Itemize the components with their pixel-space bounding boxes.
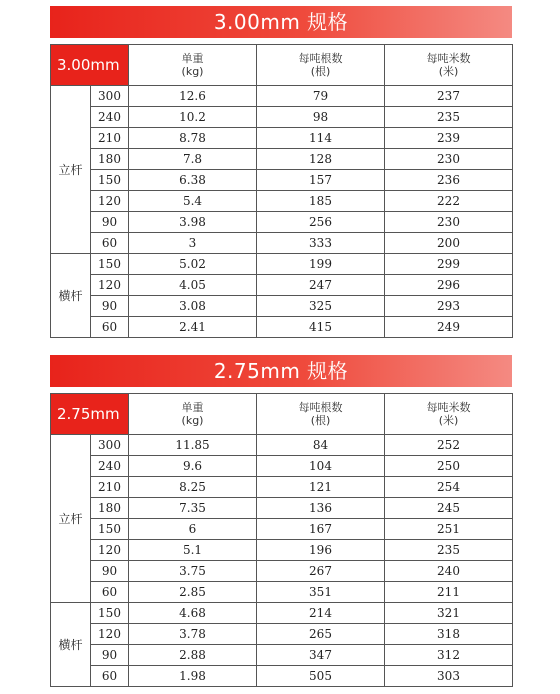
weight-cell: 4.68	[129, 603, 257, 624]
length-cell: 90	[91, 212, 129, 233]
pieces-cell: 136	[257, 498, 385, 519]
table-row	[51, 275, 513, 296]
table-row	[51, 254, 513, 275]
section-banner: 2.75mm 规格	[50, 355, 512, 387]
meters-per-ton-header: 每吨米数 (米)	[385, 394, 513, 435]
meters-cell: 239	[385, 128, 513, 149]
meters-cell: 312	[385, 645, 513, 666]
weight-cell: 12.6	[129, 86, 257, 107]
weight-cell: 5.4	[129, 191, 257, 212]
meters-cell: 321	[385, 603, 513, 624]
length-cell: 180	[91, 149, 129, 170]
pieces-cell: 199	[257, 254, 385, 275]
pieces-cell: 415	[257, 317, 385, 338]
table-row	[51, 317, 513, 338]
meters-cell: 296	[385, 275, 513, 296]
meters-cell: 222	[385, 191, 513, 212]
table-row	[51, 477, 513, 498]
meters-cell: 237	[385, 86, 513, 107]
weight-header: 单重 (kg)	[129, 394, 257, 435]
weight-cell: 5.1	[129, 540, 257, 561]
table-row	[51, 540, 513, 561]
weight-cell: 8.78	[129, 128, 257, 149]
weight-cell: 2.41	[129, 317, 257, 338]
meters-cell: 211	[385, 582, 513, 603]
table-row	[51, 666, 513, 687]
weight-cell: 10.2	[129, 107, 257, 128]
weight-cell: 6.38	[129, 170, 257, 191]
table-row	[51, 582, 513, 603]
meters-cell: 240	[385, 561, 513, 582]
length-cell: 60	[91, 317, 129, 338]
table-row	[51, 212, 513, 233]
length-cell: 240	[91, 456, 129, 477]
table-row	[51, 603, 513, 624]
weight-cell: 4.05	[129, 275, 257, 296]
length-cell: 90	[91, 296, 129, 317]
weight-cell: 1.98	[129, 666, 257, 687]
table-row	[51, 519, 513, 540]
meters-cell: 250	[385, 456, 513, 477]
meters-cell: 230	[385, 149, 513, 170]
table-row	[51, 435, 513, 456]
group-label: 立杆	[51, 435, 91, 603]
meters-cell: 249	[385, 317, 513, 338]
pieces-cell: 505	[257, 666, 385, 687]
pieces-cell: 265	[257, 624, 385, 645]
meters-cell: 200	[385, 233, 513, 254]
table-row	[51, 561, 513, 582]
table-row	[51, 233, 513, 254]
meters-cell: 236	[385, 170, 513, 191]
meters-cell: 303	[385, 666, 513, 687]
table-row	[51, 645, 513, 666]
pieces-cell: 157	[257, 170, 385, 191]
weight-cell: 5.02	[129, 254, 257, 275]
length-cell: 180	[91, 498, 129, 519]
length-cell: 120	[91, 191, 129, 212]
meters-cell: 252	[385, 435, 513, 456]
pieces-cell: 256	[257, 212, 385, 233]
table-row	[51, 128, 513, 149]
weight-cell: 2.88	[129, 645, 257, 666]
table-row	[51, 624, 513, 645]
length-cell: 150	[91, 170, 129, 191]
length-cell: 90	[91, 561, 129, 582]
pieces-cell: 333	[257, 233, 385, 254]
weight-cell: 3.98	[129, 212, 257, 233]
meters-per-ton-header: 每吨米数 (米)	[385, 45, 513, 86]
length-cell: 240	[91, 107, 129, 128]
weight-cell: 8.25	[129, 477, 257, 498]
pieces-cell: 185	[257, 191, 385, 212]
pieces-cell: 104	[257, 456, 385, 477]
weight-cell: 9.6	[129, 456, 257, 477]
length-cell: 60	[91, 233, 129, 254]
pieces-cell: 214	[257, 603, 385, 624]
pieces-cell: 121	[257, 477, 385, 498]
pieces-cell: 347	[257, 645, 385, 666]
table-row	[51, 149, 513, 170]
table-row	[51, 498, 513, 519]
weight-cell: 7.35	[129, 498, 257, 519]
table-row	[51, 170, 513, 191]
table-row	[51, 107, 513, 128]
group-label: 立杆	[51, 86, 91, 254]
pieces-cell: 167	[257, 519, 385, 540]
section-banner: 3.00mm 规格	[50, 6, 512, 38]
pieces-cell: 351	[257, 582, 385, 603]
pieces-cell: 247	[257, 275, 385, 296]
weight-cell: 3.75	[129, 561, 257, 582]
length-cell: 120	[91, 275, 129, 296]
pieces-per-ton-header: 每吨根数 (根)	[257, 394, 385, 435]
meters-cell: 245	[385, 498, 513, 519]
spec-section-275	[50, 355, 512, 687]
spec-label: 3.00mm	[51, 45, 129, 86]
weight-cell: 11.85	[129, 435, 257, 456]
length-cell: 150	[91, 254, 129, 275]
weight-cell: 7.8	[129, 149, 257, 170]
table-row	[51, 296, 513, 317]
spec-table	[50, 393, 513, 687]
length-cell: 60	[91, 582, 129, 603]
spec-section-300	[50, 6, 512, 338]
pieces-per-ton-header: 每吨根数 (根)	[257, 45, 385, 86]
meters-cell: 318	[385, 624, 513, 645]
group-label: 横杆	[51, 603, 91, 687]
pieces-cell: 325	[257, 296, 385, 317]
table-row	[51, 456, 513, 477]
weight-cell: 6	[129, 519, 257, 540]
meters-cell: 293	[385, 296, 513, 317]
meters-cell: 235	[385, 107, 513, 128]
meters-cell: 254	[385, 477, 513, 498]
length-cell: 300	[91, 86, 129, 107]
pieces-cell: 196	[257, 540, 385, 561]
pieces-cell: 267	[257, 561, 385, 582]
length-cell: 60	[91, 666, 129, 687]
weight-cell: 2.85	[129, 582, 257, 603]
pieces-cell: 128	[257, 149, 385, 170]
weight-cell: 3.08	[129, 296, 257, 317]
table-row	[51, 191, 513, 212]
length-cell: 150	[91, 603, 129, 624]
spec-label: 2.75mm	[51, 394, 129, 435]
meters-cell: 299	[385, 254, 513, 275]
meters-cell: 230	[385, 212, 513, 233]
group-label: 横杆	[51, 254, 91, 338]
spec-table	[50, 44, 513, 338]
length-cell: 150	[91, 519, 129, 540]
length-cell: 210	[91, 128, 129, 149]
meters-cell: 235	[385, 540, 513, 561]
length-cell: 90	[91, 645, 129, 666]
meters-cell: 251	[385, 519, 513, 540]
length-cell: 120	[91, 540, 129, 561]
pieces-cell: 79	[257, 86, 385, 107]
table-row	[51, 86, 513, 107]
pieces-cell: 84	[257, 435, 385, 456]
length-cell: 300	[91, 435, 129, 456]
weight-header: 单重 (kg)	[129, 45, 257, 86]
pieces-cell: 114	[257, 128, 385, 149]
weight-cell: 3.78	[129, 624, 257, 645]
length-cell: 210	[91, 477, 129, 498]
length-cell: 120	[91, 624, 129, 645]
pieces-cell: 98	[257, 107, 385, 128]
weight-cell: 3	[129, 233, 257, 254]
